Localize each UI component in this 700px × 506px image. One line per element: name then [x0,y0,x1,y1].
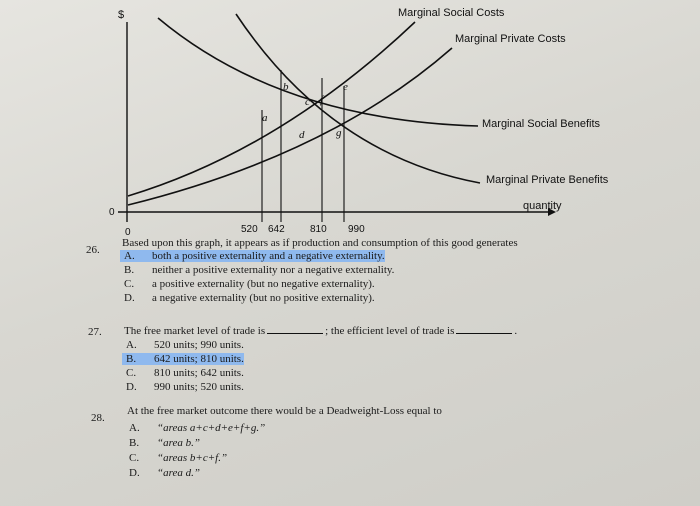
area-b-label: b [283,81,289,93]
answer-option[interactable]: C. 810 units; 642 units. [126,367,244,379]
answer-option[interactable] [122,353,244,365]
mpb-label: Marginal Private Benefits [486,174,609,186]
x-tick-642: 642 [268,224,285,235]
x-tick-0: 0 [125,227,131,238]
msb-label: Marginal Social Benefits [482,118,601,130]
area-f-label: f [320,94,324,106]
marginal-social-costs-curve [128,22,415,196]
answer-option[interactable]: D. a negative externality (but no positive externality). [124,292,375,304]
msc-label: Marginal Social Costs [398,7,505,19]
answer-option[interactable] [120,250,385,262]
origin-label: 0 [109,207,115,218]
x-tick-990: 990 [348,224,365,235]
area-a-label: a [262,112,268,124]
answer-blank [267,324,323,334]
question-number: 28. [91,412,105,424]
answer-option[interactable]: D. “area d.” [129,467,200,479]
highlighted-answer: A. both a positive externality and a negative externality. [120,250,385,262]
question-stem: At the free market outcome there would be a Deadweight-Loss equal to [127,405,442,417]
question-number: 26. [86,244,100,256]
answer-blank [456,324,512,334]
x-tick-810: 810 [310,224,327,235]
question-stem: Based upon this graph, it appears as if production and consumption of this good generates [122,237,518,249]
area-c-label: c [305,96,310,108]
externality-graph [0,0,700,240]
marginal-social-benefits-curve [158,18,478,126]
answer-option[interactable]: C. a positive externality (but no negative externality). [124,278,375,290]
area-d-label: d [299,129,305,141]
area-g-label: g [336,127,342,139]
answer-option[interactable]: B. neither a positive externality nor a negative externality. [124,264,395,276]
y-axis-dollar-label: $ [118,9,125,21]
quantity-label: quantity [523,200,562,212]
answer-option[interactable]: A. “areas a+c+d+e+f+g.” [129,422,266,434]
mpc-label: Marginal Private Costs [455,33,566,45]
question-number: 27. [88,326,102,338]
area-e-label: e [343,81,348,93]
highlighted-answer: B. 642 units; 810 units. [122,353,244,365]
answer-option[interactable]: B. “area b.” [129,437,200,449]
x-tick-520: 520 [241,224,258,235]
answer-option[interactable]: A. 520 units; 990 units. [126,339,244,351]
marginal-private-costs-curve [128,48,452,205]
answer-option[interactable]: D. 990 units; 520 units. [126,381,244,393]
question-stem: The free market level of trade is ; the efficient level of trade is . [124,325,518,337]
answer-option[interactable]: C. “areas b+c+f.” [129,452,228,464]
